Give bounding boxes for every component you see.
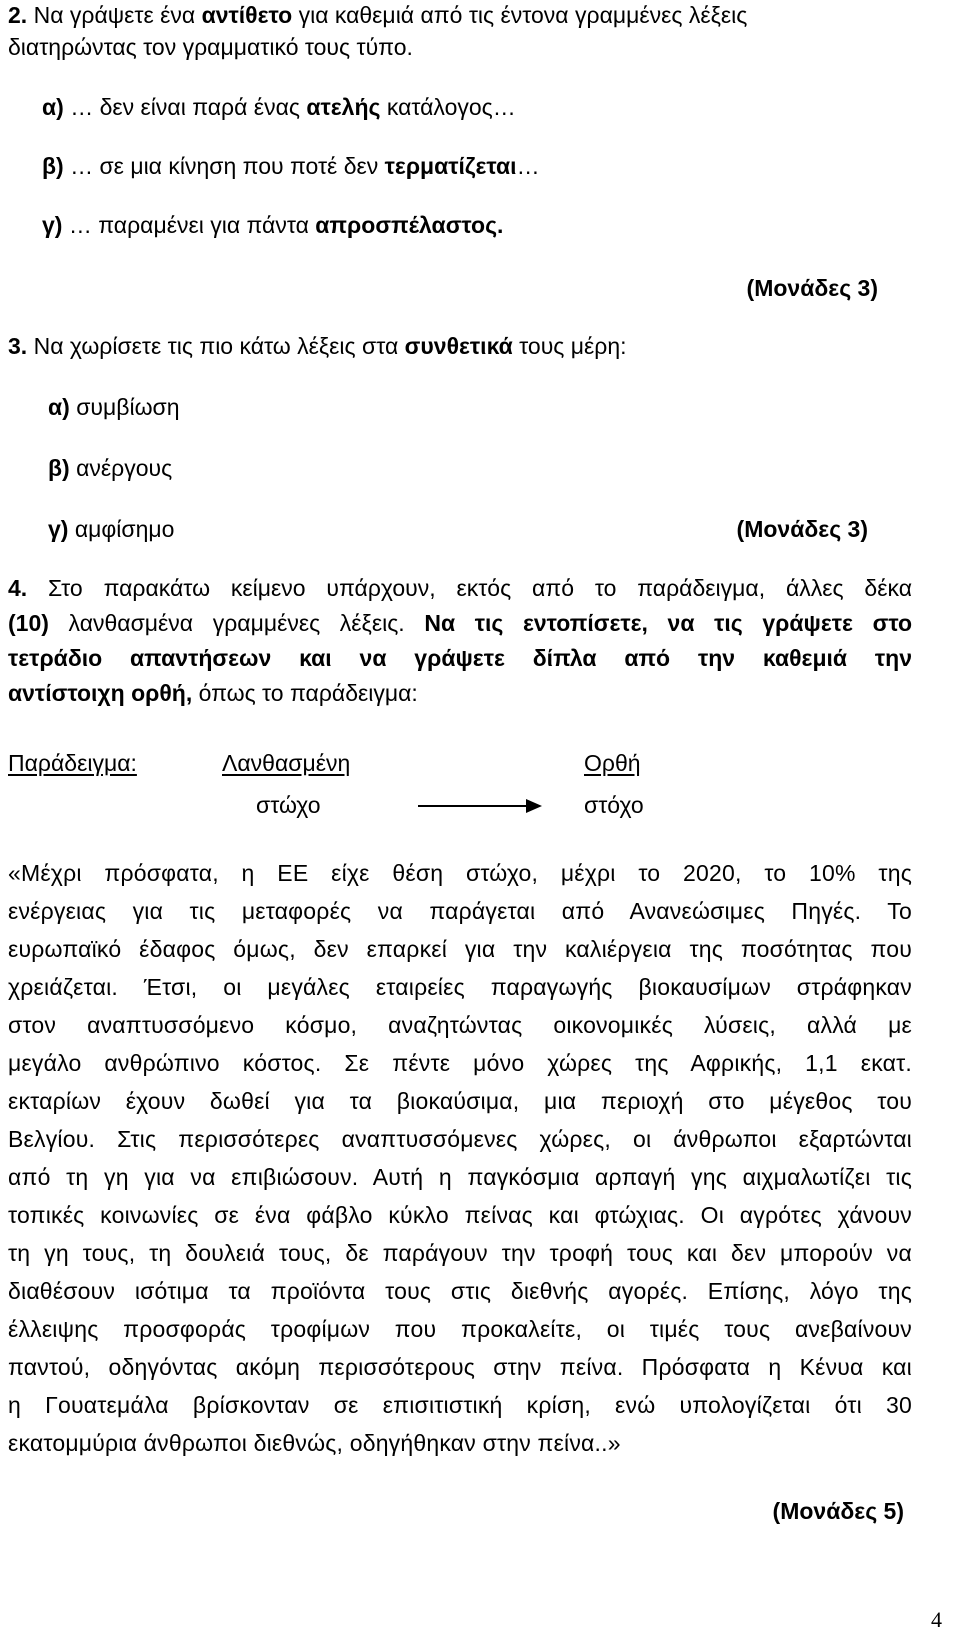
passage-line: από τη γη για να επιβιώσουν. Αυτή η παγκόσμια αρπαγή γης αιχμαλωτίζει τις: [8, 1164, 912, 1190]
q2-intro-line1: 2. Να γράψετε ένα αντίθετο για καθεμιά από τις έντονα γραμμένες λέξεις: [8, 2, 748, 28]
q3-intro: 3. Να χωρίσετε τις πιο κάτω λέξεις στα συνθετικά τους μέρη:: [8, 333, 627, 359]
example-label: Παράδειγμα:: [8, 750, 137, 776]
q2-item-c: γ) … παραμένει για πάντα απροσπέλαστος.: [42, 212, 504, 238]
passage-line: η Γουατεμάλα βρίσκονταν σε επισιτιστική κρίση, ενώ υπολογίζεται ότι 30: [8, 1392, 912, 1418]
passage-line: τη γη τους, τη δουλειά τους, δε παράγουν την τροφή τους και δεν μπορούν να: [8, 1240, 912, 1266]
passage-line: εκταρίων έχουν δωθεί για τα βιοκαύσιμα, μια περιοχή στο μέγεθος του: [8, 1088, 912, 1114]
q3-item-a: α) συμβίωση: [48, 394, 180, 420]
passage-line: ενέργειας για τις μεταφορές να παράγεται από Ανανεώσιμες Πηγές. Το: [8, 898, 912, 924]
passage-line: τοπικές κοινωνίες σε ένα φάβλο κύκλο πείνας και φτώχιας. Οι αγρότες χάνουν: [8, 1202, 912, 1228]
passage-line: ευρωπαϊκό έδαφος όμως, δεν επαρκεί για την καλιέργεια της ποσότητας που: [8, 936, 912, 962]
q4-marks: (Μονάδες 5): [772, 1498, 904, 1524]
page-number: 4: [931, 1607, 942, 1632]
example-right-word: στόχο: [584, 792, 644, 818]
passage-line: έλλειψης προσφοράς τροφίμων που προκαλείτε, οι τιμές τους ανεβαίνουν: [8, 1316, 912, 1342]
example-wrong-word: στώχο: [256, 792, 321, 818]
example-wrong-header: Λανθασμένη: [222, 750, 351, 776]
passage-line: μεγάλο ανθρώπινο κόστος. Σε πέντε μόνο χώρες της Αφρικής, 1,1 εκατ.: [8, 1050, 912, 1076]
q2-item-a: α) … δεν είναι παρά ένας ατελής κατάλογος…: [42, 94, 516, 120]
q2-intro-line2: διατηρώντας τον γραμματικό τους τύπο.: [8, 34, 413, 60]
q4-line2: (10) λανθασμένα γραμμένες λέξεις. Να τις εντοπίσετε, να τις γράψετε στο: [8, 610, 912, 636]
q3-item-c: γ) αμφίσημο: [48, 516, 175, 542]
q4-line3: τετράδιο απαντήσεων και να γράψετε δίπλα από την καθεμιά την: [8, 645, 912, 671]
q2-item-b: β) … σε μια κίνηση που ποτέ δεν τερματίζεται…: [42, 153, 540, 179]
q3-item-b: β) ανέργους: [48, 455, 173, 481]
example-right-header: Ορθή: [584, 750, 641, 776]
q2-number: 2.: [8, 2, 28, 28]
q2-marks: (Μονάδες 3): [746, 275, 878, 301]
right-arrow-icon: [418, 796, 544, 816]
passage-line: διαθέσουν ισότιμα τα προϊόντα τους στις διεθνής αγορές. Επίσης, λόγο της: [8, 1278, 912, 1304]
q3-marks: (Μονάδες 3): [736, 516, 868, 542]
passage-line: Βελγίου. Στις περισσότερες αναπτυσσόμενες χώρες, οι άνθρωποι εξαρτώνται: [8, 1126, 912, 1152]
q3-number: 3.: [8, 333, 28, 359]
passage-line: εκατομμύρια άνθρωποι διεθνώς, οδηγήθηκαν στην πείνα..»: [8, 1430, 621, 1456]
passage-line: παντού, οδηγόντας ακόμη περισσότερους στην πείνα. Πρόσφατα η Κένυα και: [8, 1354, 912, 1380]
q4-line4: αντίστοιχη ορθή, όπως το παράδειγμα:: [8, 680, 418, 706]
q2-keyword: αντίθετο: [201, 2, 293, 28]
passage-line: «Μέχρι πρόσφατα, η ΕΕ είχε θέση στώχο, μέχρι το 2020, το 10% της: [8, 860, 912, 886]
q3-keyword: συνθετικά: [404, 333, 513, 359]
passage-line: στον αναπτυσσόμενο κόσμο, αναζητώντας οικονομικές λύσεις, αλλά με: [8, 1012, 912, 1038]
passage-line: χρειάζεται. Έτσι, οι μεγάλες εταιρείες παραγωγής βιοκαυσίμων στράφηκαν: [8, 974, 912, 1000]
q4-line1: 4. Στο παρακάτω κείμενο υπάρχουν, εκτός από το παράδειγμα, άλλες δέκα: [8, 575, 913, 601]
q4-number: 4.: [8, 575, 28, 601]
